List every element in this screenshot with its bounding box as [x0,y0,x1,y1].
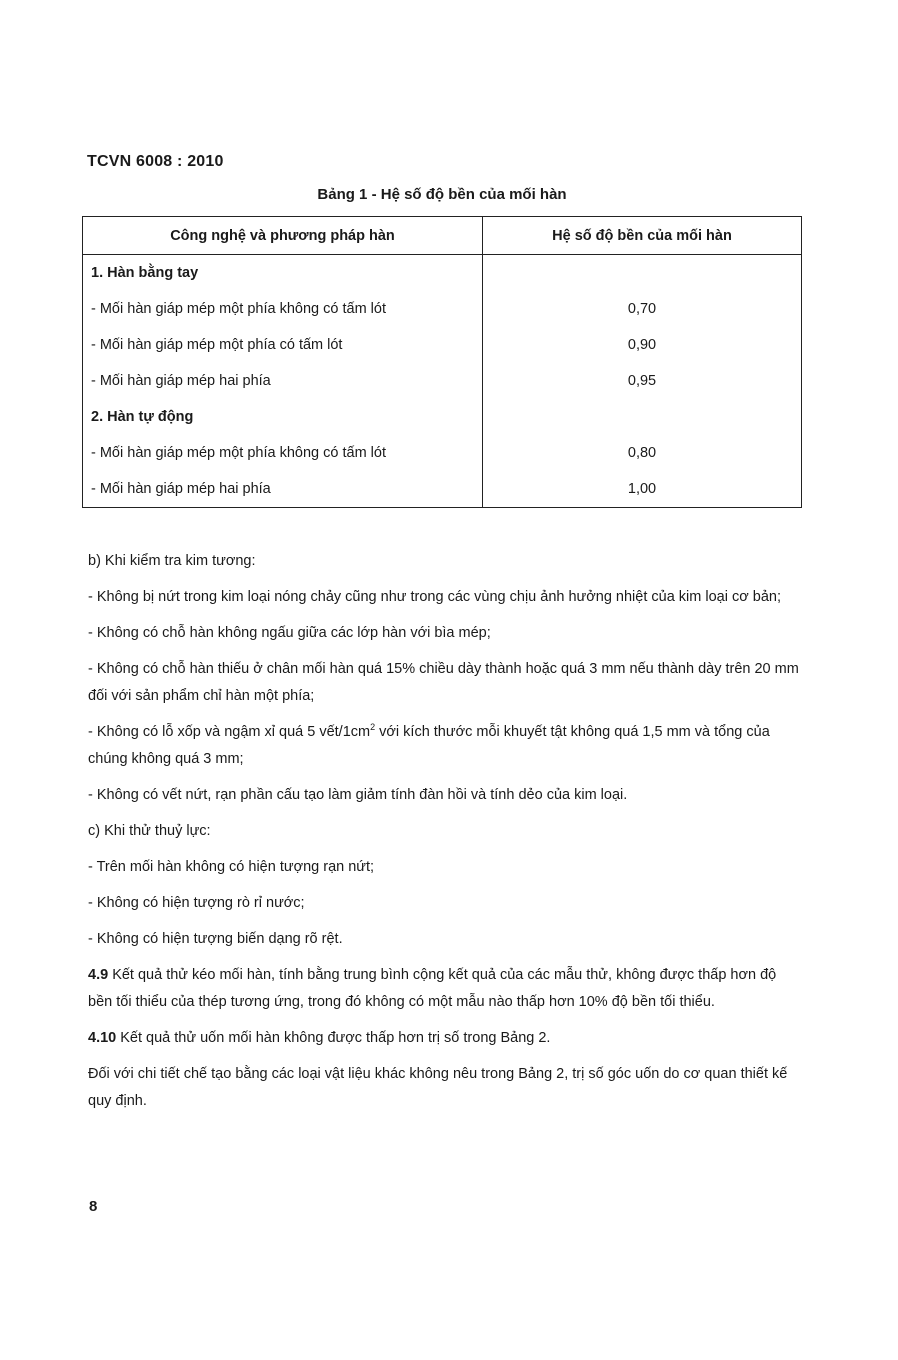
clause-4-9 [88,962,800,1016]
table-row [83,255,802,292]
table-cell-label: - Mối hàn giáp mép hai phía [83,363,483,399]
document-code-header: TCVN 6008 : 2010 [87,153,224,170]
table-row [83,399,802,435]
table-cell-label: - Mối hàn giáp mép hai phía [83,471,483,508]
table-row [83,363,802,399]
clause-text: Kết quả thử uốn mối hàn không được thấp hơn trị số trong Bảng 2. [116,1030,551,1046]
table-cell-value: 0,95 [483,363,802,399]
porosity-text-start: - Không có lỗ xốp và ngậm xỉ quá 5 vết/1cm [88,724,371,740]
body-text [88,548,800,1124]
table-row [83,327,802,363]
table-cell-value: 0,70 [483,291,802,327]
list-item: - Không có chỗ hàn không ngấu giữa các lớp hàn với bìa mép; [88,625,491,641]
table-row [83,291,802,327]
table-cell-label: 2. Hàn tự động [83,399,483,435]
list-item-porosity [88,719,800,773]
clause-4-10 [88,1025,800,1052]
table-cell-label: - Mối hàn giáp mép một phía có tấm lót [83,327,483,363]
section-c-heading: c) Khi thử thuỷ lực: [88,823,211,839]
list-item: - Không có hiện tượng rò rỉ nước; [88,895,305,911]
table-cell-value: 1,00 [483,471,802,508]
list-item: - Trên mối hàn không có hiện tượng rạn nứt; [88,859,375,875]
table-cell-value [483,399,802,435]
table-caption: Bảng 1 - Hệ số độ bền của mối hàn [317,186,567,203]
table-cell-value: 0,90 [483,327,802,363]
table-cell-label: - Mối hàn giáp mép một phía không có tấm lót [83,435,483,471]
table-row [83,435,802,471]
clause-text: Kết quả thử kéo mối hàn, tính bằng trung bình cộng kết quả của các mẫu thử, không được thấp hơn độ bền tối thiểu của thép tương ứng, trong đó không có một mẫu nào thấp hơn 10% độ bền tối thiểu. [88,967,777,1010]
clause-number: 4.10 [88,1030,117,1046]
list-item: - Không bị nứt trong kim loại nóng chảy cũng như trong các vùng chịu ảnh hưởng nhiệt của kim loại cơ bản; [88,589,781,605]
table-header-coefficient: Hệ số độ bền của mối hàn [483,217,802,255]
clause-number: 4.9 [88,967,109,983]
list-item: - Không có vết nứt, rạn phần cấu tạo làm giảm tính đàn hồi và tính dẻo của kim loại. [88,787,628,803]
table-cell-label: 1. Hàn bằng tay [83,255,483,292]
table-header-method: Công nghệ và phương pháp hàn [83,217,483,255]
table-cell-value [483,255,802,292]
weld-strength-table [82,216,802,508]
table-cell-value: 0,80 [483,435,802,471]
table-header-row [83,217,802,255]
closing-paragraph: Đối với chi tiết chế tạo bằng các loại vật liệu khác không nêu trong Bảng 2, trị số góc uốn do cơ quan thiết kế quy định. [88,1066,788,1109]
list-item: - Không có chỗ hàn thiếu ở chân mối hàn quá 15% chiều dày thành hoặc quá 3 mm nếu thành dày trên 20 mm đối với sản phẩm chỉ hàn một phía; [88,661,799,704]
table-cell-label: - Mối hàn giáp mép một phía không có tấm lót [83,291,483,327]
section-b-heading: b) Khi kiểm tra kim tương: [88,553,256,569]
page-number: 8 [89,1198,98,1215]
porosity-text-end: với kích thước mỗi khuyết tật không quá 1,5 mm và tổng của chúng không quá 3 mm; [88,724,770,767]
list-item: - Không có hiện tượng biến dạng rõ rệt. [88,931,343,947]
table-row [83,471,802,508]
superscript-two: 2 [370,722,376,732]
